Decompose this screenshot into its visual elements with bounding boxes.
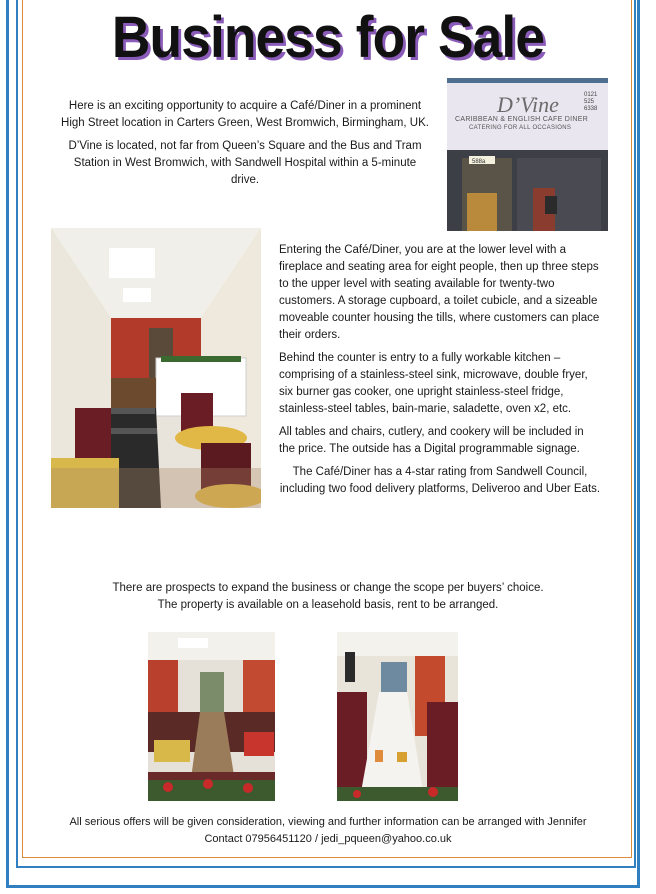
intro-section	[60, 98, 430, 195]
shop-sign-phone	[584, 92, 608, 113]
prospects-line-1: There are prospects to expand the business or change the scope per buyers’ choice.	[112, 582, 544, 594]
details-paragraph-4: The Café/Diner has a 4-star rating from Sandwell Council, including two food delivery platforms, Deliveroo and Uber Eats.	[279, 466, 601, 495]
shop-phone-line2: 525 6338	[584, 99, 598, 112]
shop-sign-name: D’Vine	[497, 92, 559, 117]
footer-section	[30, 814, 626, 848]
interior-photo	[51, 228, 261, 508]
footer-line-1: All serious offers will be given consideration, viewing and further information can be arranged with Jennifer	[69, 816, 587, 828]
details-section	[279, 242, 601, 504]
page-title: Business for Sale	[111, 5, 545, 70]
details-paragraph-2: Behind the counter is entry to a fully workable kitchen – comprising of a stainless-steel sink, microwave, double fryer, six burner gas cooker, one upright stainless-steel fridge, stainless-steel tables, bain-marie, saladette, oven x2, etc.	[279, 352, 588, 415]
prospects-section	[40, 580, 616, 614]
details-paragraph-1: Entering the Café/Diner, you are at the lower level with a fireplace and seating area for eight people, then up three steps to the upper level with seating available for twenty-two customers. A storage cupboard, a toilet cubicle, and a sizeable moveable counter housing the tills, where customers can place their orders.	[279, 244, 600, 341]
intro-paragraph-1: Here is an exciting opportunity to acquire a Café/Diner in a prominent High Street location in Carters Green, West Bromwich, Birmingham, UK.	[61, 100, 429, 129]
shop-phone-line1: 0121	[584, 92, 598, 98]
dining-photo-right	[337, 632, 458, 801]
shop-door-number: 588a	[472, 159, 486, 165]
details-paragraph-3: All tables and chairs, cutlery, and cookery will be included in the price. The outside has a Digital programmable signage.	[279, 426, 584, 455]
dining-photo-left	[148, 632, 275, 801]
intro-paragraph-2: D’Vine is located, not far from Queen’s Square and the Bus and Tram Station in West Bromwich, with Sandwell Hospital within a 5-minute drive.	[68, 140, 422, 186]
shop-sign-line2: CATERING FOR ALL OCCASIONS	[469, 125, 572, 131]
footer-contact: Contact 07956451120 / jedi_pqueen@yahoo.co.uk	[204, 833, 452, 845]
prospects-line-2: The property is available on a leasehold basis, rent to be arranged.	[157, 599, 499, 611]
shopfront-photo	[447, 78, 608, 231]
shop-sign-line1: CARIBBEAN & ENGLISH CAFE DINER	[455, 116, 589, 123]
